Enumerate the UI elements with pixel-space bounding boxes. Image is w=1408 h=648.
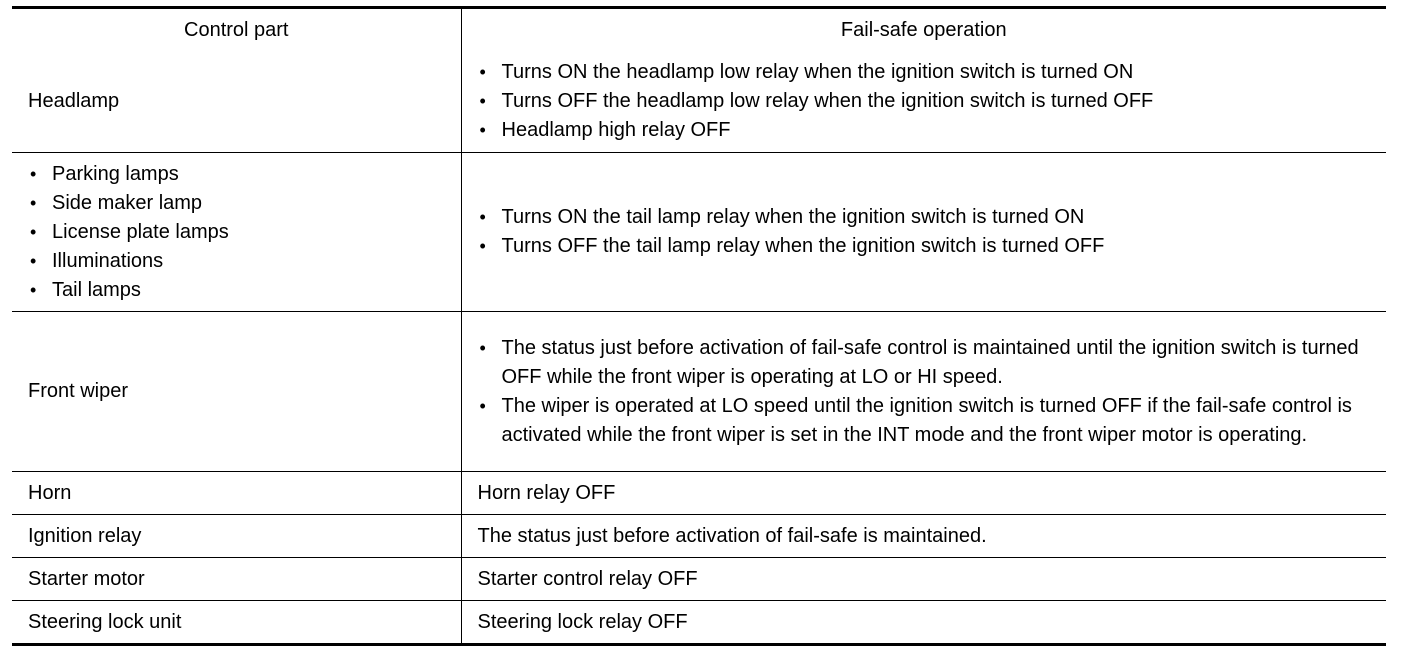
control-part-item: • Parking lamps	[28, 160, 461, 189]
fail-safe-operation-cell: Horn relay OFF	[461, 472, 1386, 515]
fail-safe-operation-cell	[461, 153, 1386, 312]
fail-safe-table	[12, 6, 1386, 646]
column-header-control-part: Control part	[184, 18, 289, 41]
fail-safe-operation-cell	[461, 312, 1386, 472]
control-part-cell: Headlamp	[28, 90, 120, 112]
operation-item: • The status just before activation of fail-safe control is maintained until the ignition switch is turned OFF while the front wiper is operating at LO or HI speed.	[478, 334, 1379, 392]
operation-item: • Headlamp high relay OFF	[478, 116, 1379, 145]
operation-item: • The wiper is operated at LO speed until the ignition switch is turned OFF if the fail-safe control is activated while the front wiper is set in the INT mode and the front wiper motor is operating.	[478, 392, 1379, 450]
fail-safe-operation-cell: The status just before activation of fail-safe is maintained.	[461, 515, 1386, 558]
operation-item: • Turns OFF the tail lamp relay when the ignition switch is turned OFF	[478, 232, 1379, 261]
operation-item: • Turns OFF the headlamp low relay when the ignition switch is turned OFF	[478, 87, 1379, 116]
control-part-cell: Horn	[12, 472, 461, 515]
operation-list	[478, 334, 1379, 450]
table-header-row	[12, 8, 1386, 52]
operation-item: • Turns ON the tail lamp relay when the ignition switch is turned ON	[478, 203, 1379, 232]
control-part-cell: Ignition relay	[12, 515, 461, 558]
fail-safe-operation-cell: Starter control relay OFF	[461, 558, 1386, 601]
control-part-cell	[12, 153, 461, 312]
operation-item: • Turns ON the headlamp low relay when the ignition switch is turned ON	[478, 58, 1379, 87]
table-row	[12, 472, 1386, 515]
control-part-item: • Tail lamps	[28, 276, 461, 305]
table-row	[12, 558, 1386, 601]
table-row	[12, 601, 1386, 645]
operation-list	[478, 58, 1379, 145]
control-part-item: • License plate lamps	[28, 218, 461, 247]
control-part-cell: Starter motor	[12, 558, 461, 601]
control-part-item: • Illuminations	[28, 247, 461, 276]
control-part-item: • Side maker lamp	[28, 189, 461, 218]
table-row	[12, 51, 1386, 153]
control-part-cell: Steering lock unit	[12, 601, 461, 645]
table-row	[12, 515, 1386, 558]
operation-list	[478, 203, 1379, 261]
fail-safe-operation-cell	[461, 51, 1386, 153]
control-part-list	[28, 160, 461, 305]
column-header-fail-safe-operation: Fail-safe operation	[461, 8, 1386, 52]
table-row	[12, 153, 1386, 312]
control-part-cell: Front wiper	[12, 312, 461, 472]
table-row	[12, 312, 1386, 472]
fail-safe-operation-cell: Steering lock relay OFF	[461, 601, 1386, 645]
